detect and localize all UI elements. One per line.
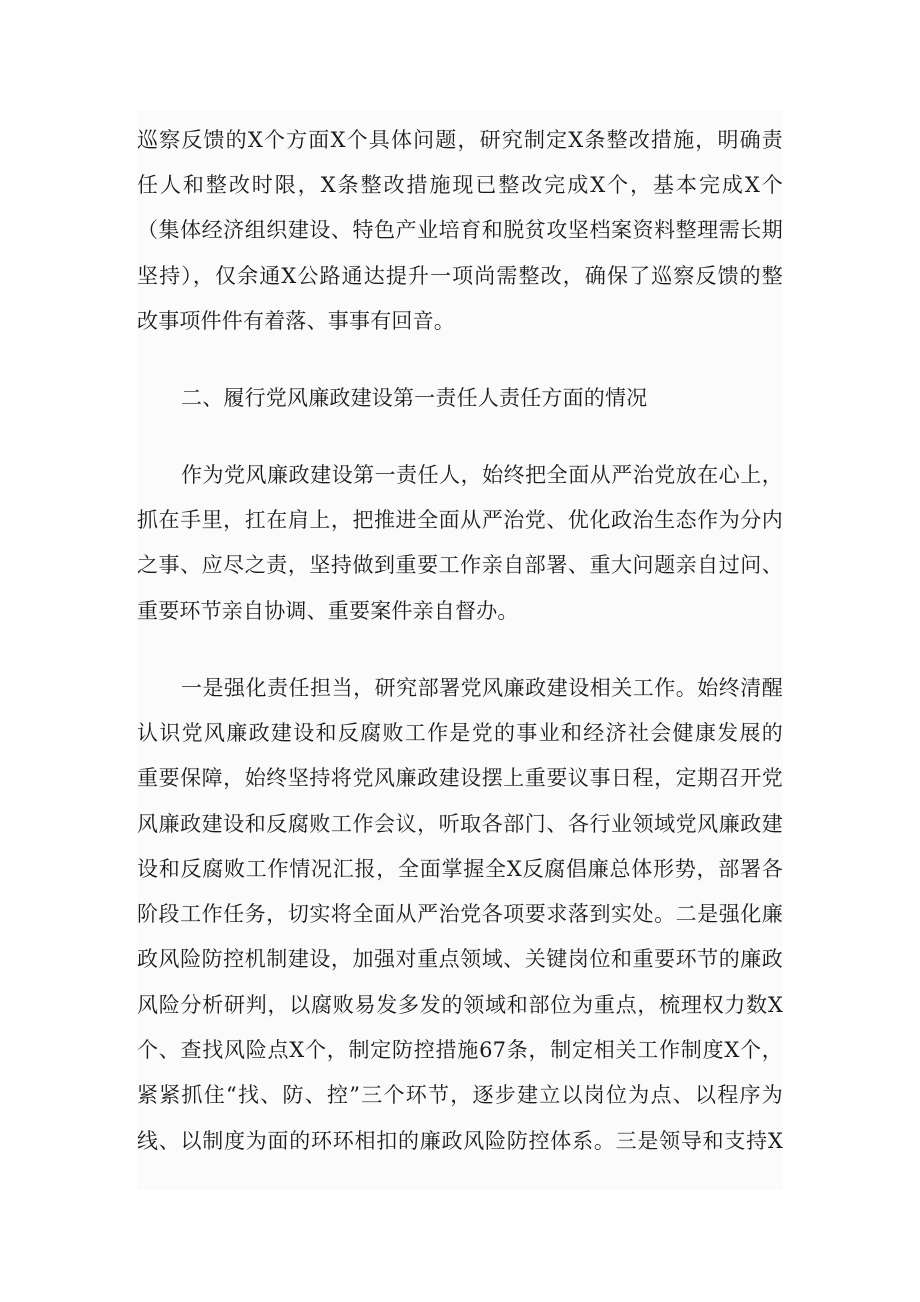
- text-line: 抓在手里，扛在肩上，把推进全面从严治党、优化政治生态作为分内: [137, 508, 783, 532]
- text-line: 线、以制度为面的环环相扣的廉政风险防控体系。三是领导和支持X: [137, 1129, 783, 1153]
- text-line: （集体经济组织建设、特色产业培育和脱贫攻坚档案资料整理需长期: [137, 218, 783, 242]
- text-line: 个、查找风险点X个，制定防控措施67条，制定相关工作制度X个，: [137, 1038, 783, 1062]
- text-line: 巡察反馈的X个方面X个具体问题，研究制定X条整改措施，明确责: [137, 128, 783, 152]
- text-line: 风廉政建设和反腐败工作会议，听取各部门、各行业领域党风廉政建: [137, 812, 783, 836]
- text-line: 认识党风廉政建设和反腐败工作是党的事业和经济社会健康发展的: [137, 721, 783, 745]
- document-page: [137, 110, 783, 1190]
- text-line: 作为党风廉政建设第一责任人，始终把全面从严治党放在心上，: [181, 463, 783, 487]
- section-heading: 二、履行党风廉政建设第一责任人责任方面的情况: [181, 386, 648, 410]
- text-line: 重要环节亲自协调、重要案件亲自督办。: [137, 599, 519, 623]
- text-line: 改事项件件有着落、事事有回音。: [137, 309, 455, 333]
- text-line: 之事、应尽之责，坚持做到重要工作亲自部署、重大问题亲自过问、: [137, 553, 783, 577]
- text-line: 任人和整改时限，X条整改措施现已整改完成X个，基本完成X个: [137, 173, 783, 197]
- text-line: 重要保障，始终坚持将党风廉政建设摆上重要议事日程，定期召开党: [137, 766, 783, 790]
- text-line: 风险分析研判，以腐败易发多发的领域和部位为重点，梳理权力数X: [137, 993, 783, 1017]
- text-line: 设和反腐败工作情况汇报，全面掌握全X反腐倡廉总体形势，部署各: [137, 857, 783, 881]
- text-line: 阶段工作任务，切实将全面从严治党各项要求落到实处。二是强化廉: [137, 902, 783, 926]
- text-line: 紧紧抓住“找、防、控”三个环节，逐步建立以岗位为点、以程序为: [137, 1083, 783, 1107]
- text-line: 一是强化责任担当，研究部署党风廉政建设相关工作。始终清醒: [181, 676, 783, 700]
- text-line: 坚持），仅余通X公路通达提升一项尚需整改，确保了巡察反馈的整: [137, 264, 783, 288]
- text-line: 政风险防控机制建设，加强对重点领域、关键岗位和重要环节的廉政: [137, 947, 783, 971]
